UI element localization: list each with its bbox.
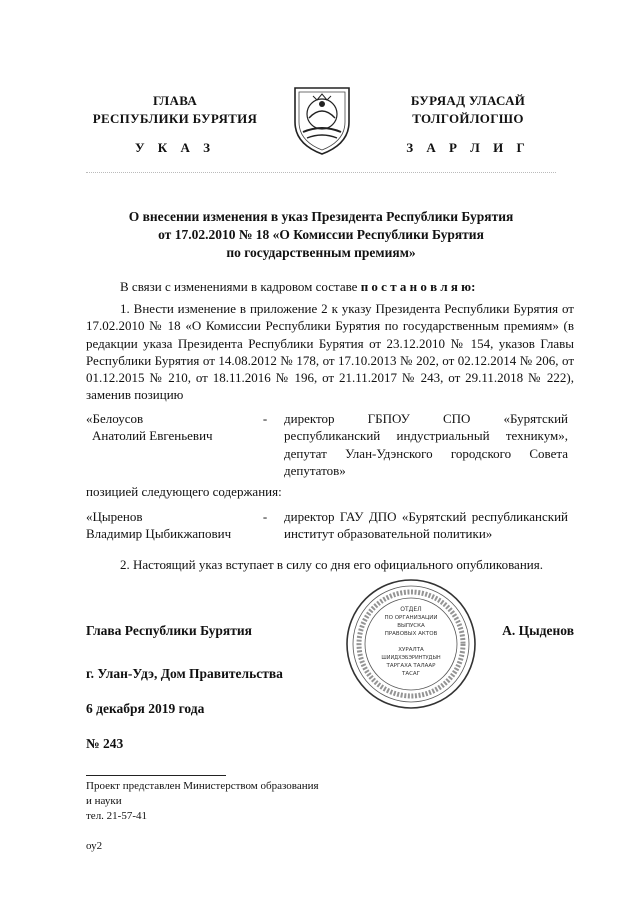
new-position-dash: - <box>262 509 268 524</box>
header-divider <box>86 172 556 175</box>
preamble-text: В связи с изменениями в кадровом составе <box>120 279 361 294</box>
stamp-line5: ХУРАЛТА <box>398 647 424 653</box>
new-position-name <box>86 508 276 543</box>
item-1-paragraph: 1. Внести изменение в приложение 2 к указу Президента Республики Бурятия от 17.02.2010 № 18 «О Комиссии Республики Бурятия по государственным премиям» (в редакции указа Президента Республики Бурятия от 23.12.2010 № 154, указов Главы Республики Бурятия от 14.08.2012 № 178, от 17.10.2013 № 202, от 02.12.2014 № 206, от 01.12.2015 № 210, от 18.11.2016 № 196, от 21.11.2017 № 243, от 29.11.2018 № 222), заменив позицию <box>86 301 574 403</box>
issue-place: г. Улан-Удэ, Дом Правительства <box>86 666 283 681</box>
ukaz-label: У К А З <box>135 140 215 155</box>
coat-of-arms-emblem <box>289 84 355 156</box>
header-left <box>80 92 270 128</box>
item-2-paragraph: 2. Настоящий указ вступает в силу со дня его официального опубликования. <box>120 557 543 572</box>
signatory-name: А. Цыденов <box>502 623 574 638</box>
stamp-line3: ВЫПУСКА <box>397 623 425 629</box>
decree-word: п о с т а н о в л я ю: <box>360 279 476 294</box>
header-right-line1: БУРЯАД УЛАСАЙ <box>410 93 526 108</box>
old-position-dash: - <box>262 411 268 426</box>
footnote <box>86 779 386 824</box>
footnote-divider <box>86 775 226 776</box>
header-right-line2: ТОЛГОЙЛОГШО <box>412 111 524 126</box>
preamble <box>86 278 574 295</box>
official-seal-stamp <box>344 577 478 711</box>
following-text: позицией следующего содержания: <box>86 484 282 499</box>
footnote-line2: и науки <box>86 795 122 807</box>
stamp-line2: ПО ОРГАНИЗАЦИИ <box>384 615 438 621</box>
title-line3: по государственным премиям» <box>226 245 416 260</box>
old-position-description: директор ГБПОУ СПО «Бурятский республиканский индустриальный техникум», депутат Улан-Удэнского городского Совета депутатов» <box>284 411 568 478</box>
new-name-line2: Владимир Цыбикжапович <box>86 526 232 542</box>
header-right <box>373 92 563 128</box>
header-left-line2: РЕСПУБЛИКИ БУРЯТИЯ <box>92 111 258 126</box>
old-name-line1: «Белоусов <box>86 411 144 426</box>
footnote-code: оу2 <box>86 840 103 852</box>
signatory-position: Глава Республики Бурятия <box>86 623 252 638</box>
footnote-line1: Проект представлен Министерством образования <box>86 780 319 792</box>
document-title <box>90 208 552 262</box>
new-position-description: директор ГАУ ДПО «Бурятский республиканский институт образовательной политики» <box>284 509 568 542</box>
header-left-line1: ГЛАВА <box>152 93 198 108</box>
new-name-line1: «Цыренов <box>86 509 143 524</box>
stamp-line6: ШИИДХЭБЭРИНТУДЫН <box>381 655 441 661</box>
stamp-line8: ТАСАГ <box>401 671 421 677</box>
old-position-name <box>86 410 276 445</box>
zarlig-label: З А Р Л И Г <box>406 140 530 155</box>
stamp-line1: ОТДЕЛ <box>400 606 422 613</box>
issue-date: 6 декабря 2019 года <box>86 701 205 716</box>
stamp-line7: ТАРГАХА ТАЛААР <box>386 663 436 669</box>
title-line2: от 17.02.2010 № 18 «О Комиссии Республики Бурятия <box>158 227 484 242</box>
title-line1: О внесении изменения в указ Президента Республики Бурятия <box>128 209 514 224</box>
old-name-line2: Анатолий Евгеньевич <box>92 428 213 444</box>
decree-number: № 243 <box>86 736 124 751</box>
stamp-line4: ПРАВОВЫХ АКТОВ <box>384 631 438 637</box>
footnote-line3: тел. 21-57-41 <box>86 810 148 822</box>
